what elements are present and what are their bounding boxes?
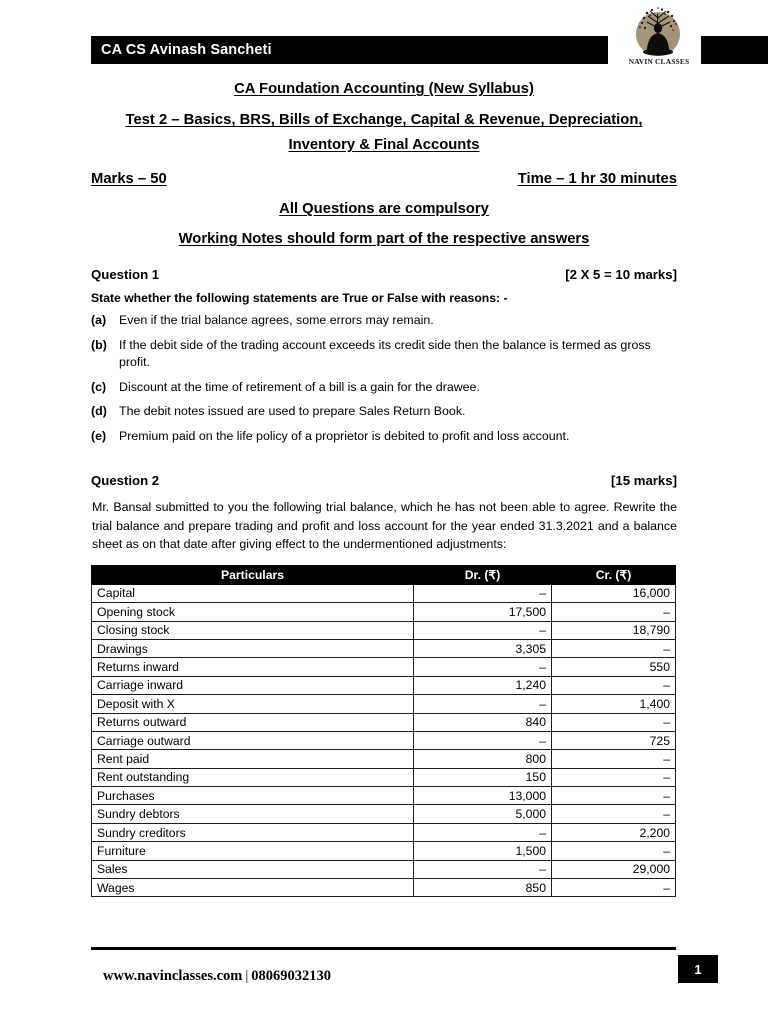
cell-credit: 725 bbox=[552, 731, 676, 749]
cell-debit: – bbox=[414, 658, 552, 676]
cell-credit: – bbox=[552, 787, 676, 805]
question-1-marks: [2 X 5 = 10 marks] bbox=[565, 267, 677, 282]
question-1-statements bbox=[91, 312, 677, 445]
compulsory-notice-text: All Questions are compulsory bbox=[279, 201, 489, 217]
cell-credit: 550 bbox=[552, 658, 676, 676]
table-row bbox=[92, 823, 676, 841]
table-row bbox=[92, 805, 676, 823]
cell-particular: Rent paid bbox=[92, 750, 414, 768]
question-1-header bbox=[91, 267, 677, 282]
cell-particular: Carriage inward bbox=[92, 676, 414, 694]
table-row bbox=[92, 879, 676, 897]
header-black-band bbox=[91, 36, 608, 64]
exam-subtitle-line2: Inventory & Final Accounts bbox=[288, 137, 480, 153]
table-row bbox=[92, 731, 676, 749]
document-body bbox=[91, 76, 677, 897]
question-1-instruction: State whether the following statements are True or False with reasons: - bbox=[91, 291, 508, 305]
cell-debit: 850 bbox=[414, 879, 552, 897]
working-notes-text: Working Notes should form part of the respective answers bbox=[178, 231, 590, 247]
list-marker: (d) bbox=[91, 404, 107, 418]
navin-classes-logo bbox=[628, 6, 690, 68]
page-number: 1 bbox=[694, 961, 702, 977]
cell-credit: – bbox=[552, 750, 676, 768]
list-item-text: Premium paid on the life policy of a proprietor is debited to profit and loss account. bbox=[119, 428, 570, 443]
cell-debit: 1,240 bbox=[414, 676, 552, 694]
column-header-particulars: Particulars bbox=[92, 565, 414, 584]
cell-particular: Carriage outward bbox=[92, 731, 414, 749]
cell-particular: Rent outstanding bbox=[92, 768, 414, 786]
cell-debit: 17,500 bbox=[414, 603, 552, 621]
table-row bbox=[92, 621, 676, 639]
header-black-block-right bbox=[701, 36, 768, 64]
cell-particular: Returns outward bbox=[92, 713, 414, 731]
trial-balance-rows bbox=[92, 584, 676, 897]
table-row bbox=[92, 860, 676, 878]
header-instructor-name: CA CS Avinash Sancheti bbox=[101, 42, 272, 58]
list-item bbox=[91, 403, 677, 421]
question-1-label: Question 1 bbox=[91, 267, 160, 282]
table-row bbox=[92, 603, 676, 621]
question-2-paragraph: Mr. Bansal submitted to you the following trial balance, which he has not been able to agree. Rewrite the trial balance and prepare trading and profit and loss account for the year ended 31.3.2021 and a balance sheet as on that date after giving effect to the undermentioned adjustments: bbox=[92, 500, 677, 552]
page-number-box bbox=[678, 955, 718, 983]
compulsory-notice bbox=[91, 201, 677, 217]
exam-subtitle bbox=[91, 108, 677, 158]
column-header-credit: Cr. (₹) bbox=[552, 565, 676, 584]
table-row bbox=[92, 713, 676, 731]
cell-debit: 13,000 bbox=[414, 787, 552, 805]
exam-title bbox=[91, 76, 677, 102]
list-marker: (e) bbox=[91, 428, 107, 443]
trial-balance-table-wrapper bbox=[91, 565, 677, 898]
cell-credit: – bbox=[552, 768, 676, 786]
cell-credit: – bbox=[552, 603, 676, 621]
list-marker: (c) bbox=[91, 379, 107, 394]
cell-particular: Returns inward bbox=[92, 658, 414, 676]
table-row bbox=[92, 842, 676, 860]
question-2-header bbox=[91, 473, 677, 488]
table-row bbox=[92, 750, 676, 768]
column-header-debit: Dr. (₹) bbox=[414, 565, 552, 584]
cell-particular: Sundry debtors bbox=[92, 805, 414, 823]
footer-phone: 08069032130 bbox=[251, 968, 332, 984]
cell-credit: 2,200 bbox=[552, 823, 676, 841]
cell-credit: – bbox=[552, 805, 676, 823]
cell-debit: – bbox=[414, 860, 552, 878]
question-2-label: Question 2 bbox=[91, 473, 160, 488]
exam-subtitle-line1: Test 2 – Basics, BRS, Bills of Exchange, Capital & Revenue, Depreciation, bbox=[125, 112, 643, 128]
cell-particular: Sundry creditors bbox=[92, 823, 414, 841]
table-row bbox=[92, 695, 676, 713]
total-marks: Marks – 50 bbox=[91, 171, 167, 187]
cell-credit: 29,000 bbox=[552, 860, 676, 878]
cell-debit: 3,305 bbox=[414, 639, 552, 657]
cell-credit: – bbox=[552, 639, 676, 657]
cell-debit: – bbox=[414, 823, 552, 841]
footer-contact bbox=[103, 968, 331, 985]
cell-debit: – bbox=[414, 584, 552, 602]
marks-time-row bbox=[91, 171, 677, 187]
list-item-text: Even if the trial balance agrees, some errors may remain. bbox=[119, 313, 434, 327]
exam-title-text: CA Foundation Accounting (New Syllabus) bbox=[234, 81, 534, 97]
list-marker: (b) bbox=[91, 337, 107, 352]
cell-particular: Capital bbox=[92, 584, 414, 602]
cell-particular: Closing stock bbox=[92, 621, 414, 639]
list-marker: (a) bbox=[91, 313, 107, 327]
cell-credit: – bbox=[552, 676, 676, 694]
footer-website: www.navinclasses.com bbox=[103, 968, 243, 984]
cell-particular: Deposit with X bbox=[92, 695, 414, 713]
cell-credit: 18,790 bbox=[552, 621, 676, 639]
footer-divider bbox=[91, 947, 676, 950]
cell-debit: 800 bbox=[414, 750, 552, 768]
cell-credit: – bbox=[552, 879, 676, 897]
buddha-tree-logo-icon bbox=[628, 6, 690, 68]
table-row bbox=[92, 639, 676, 657]
table-row bbox=[92, 676, 676, 694]
cell-debit: 840 bbox=[414, 713, 552, 731]
cell-particular: Drawings bbox=[92, 639, 414, 657]
list-item bbox=[91, 337, 677, 372]
table-row bbox=[92, 787, 676, 805]
list-item bbox=[91, 312, 677, 330]
table-row bbox=[92, 584, 676, 602]
cell-debit: 1,500 bbox=[414, 842, 552, 860]
table-row bbox=[92, 768, 676, 786]
cell-particular: Sales bbox=[92, 860, 414, 878]
cell-particular: Purchases bbox=[92, 787, 414, 805]
cell-credit: 16,000 bbox=[552, 584, 676, 602]
cell-credit: – bbox=[552, 713, 676, 731]
list-item bbox=[91, 428, 677, 446]
cell-debit: – bbox=[414, 731, 552, 749]
cell-credit: 1,400 bbox=[552, 695, 676, 713]
list-item-text: If the debit side of the trading account exceeds its credit side then the balance is termed as gross profit. bbox=[119, 337, 651, 369]
cell-particular: Opening stock bbox=[92, 603, 414, 621]
list-item-text: Discount at the time of retirement of a bill is a gain for the drawee. bbox=[119, 379, 480, 394]
svg-text:NAVIN CLASSES: NAVIN CLASSES bbox=[628, 57, 690, 66]
cell-debit: 5,000 bbox=[414, 805, 552, 823]
cell-debit: – bbox=[414, 695, 552, 713]
working-notes-notice bbox=[91, 231, 677, 247]
footer-separator: | bbox=[245, 968, 249, 984]
trial-balance-table bbox=[91, 565, 676, 898]
list-item-text: The debit notes issued are used to prepare Sales Return Book. bbox=[119, 404, 466, 418]
table-row bbox=[92, 658, 676, 676]
cell-particular: Wages bbox=[92, 879, 414, 897]
table-header-row bbox=[92, 565, 676, 584]
cell-debit: 150 bbox=[414, 768, 552, 786]
exam-duration: Time – 1 hr 30 minutes bbox=[517, 171, 677, 187]
cell-credit: – bbox=[552, 842, 676, 860]
cell-particular: Furniture bbox=[92, 842, 414, 860]
question-2-marks: [15 marks] bbox=[611, 473, 677, 488]
list-item bbox=[91, 379, 677, 397]
cell-debit: – bbox=[414, 621, 552, 639]
